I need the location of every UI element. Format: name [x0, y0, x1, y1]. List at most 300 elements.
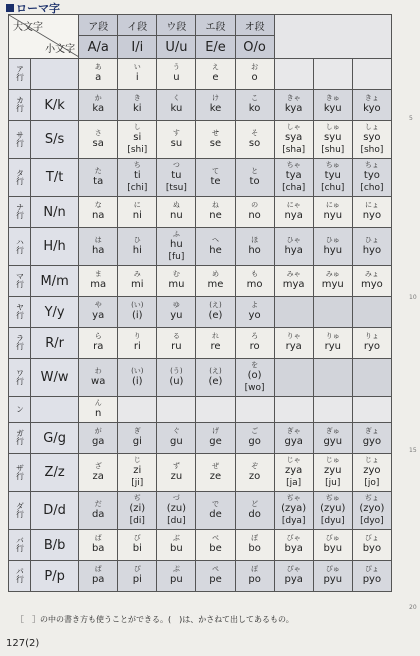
romaji-text: pyu [323, 574, 343, 586]
table-row [9, 328, 392, 359]
alt-romaji-text: [shu] [321, 144, 345, 155]
dan-latin: O/o [235, 36, 274, 59]
kana-text: お [251, 63, 259, 72]
kana-text: ちゅ [325, 161, 340, 170]
kana-cell [157, 297, 196, 328]
kana-text: ん [94, 398, 102, 407]
kana-cell [157, 59, 196, 90]
romaji-text: do [248, 508, 261, 520]
dan-label: エ段 [196, 15, 235, 36]
kana-text: で [211, 499, 219, 508]
kana-text: にゃ [286, 201, 301, 210]
romaji-text: (zi) [129, 503, 146, 514]
kana-cell [79, 297, 118, 328]
alt-romaji-text: [tsu] [165, 182, 187, 193]
kana-cell [235, 423, 274, 454]
gyou-label: ン [9, 397, 31, 423]
kana-text: みゅ [325, 270, 340, 279]
kana-text: な [94, 201, 102, 210]
gyou-label: ダ行 [9, 492, 31, 530]
romaji-text: gyu [323, 436, 343, 448]
romaji-text: ri [133, 341, 141, 353]
romaji-text: syo [363, 132, 381, 143]
alt-romaji-text: [cha] [282, 182, 306, 193]
kana-cell [79, 423, 118, 454]
empty-cell [274, 297, 313, 328]
romaji-text: rya [285, 341, 302, 353]
kana-cell [274, 121, 313, 159]
kana-text: ぺ [211, 565, 219, 574]
romaji-text: za [92, 470, 104, 482]
kana-text: き [133, 94, 141, 103]
alt-romaji-text: [cho] [360, 182, 384, 193]
table-row [9, 530, 392, 561]
table-row [9, 159, 392, 197]
romaji-text: me [207, 279, 224, 291]
romaji-text: sa [92, 137, 104, 149]
kana-cell [235, 59, 274, 90]
kana-text: しょ [364, 123, 379, 132]
romaji-text: da [91, 508, 105, 520]
alt-romaji-text: [dyu] [320, 515, 345, 526]
kana-cell [196, 59, 235, 90]
kana-cell [118, 561, 157, 592]
kana-cell [196, 90, 235, 121]
title-square-icon [6, 4, 14, 12]
kana-text: ぴゅ [325, 565, 340, 574]
romaji-text: ho [248, 244, 261, 256]
romaji-text: no [248, 210, 261, 222]
table-row [9, 423, 392, 454]
romaji-text: se [209, 137, 222, 149]
gyou-label: ザ行 [9, 454, 31, 492]
romaji-text: de [209, 508, 222, 520]
romaji-text: myu [321, 279, 344, 291]
kana-text: (い) [131, 301, 144, 310]
consonant-label: Y/y [31, 297, 79, 328]
kana-text: ぎ [133, 427, 141, 436]
romaji-text: mi [131, 279, 144, 291]
kana-text: (う) [170, 366, 183, 375]
alt-romaji-text: [di] [129, 515, 145, 526]
kana-text: ぽ [251, 565, 259, 574]
kana-cell [79, 90, 118, 121]
kana-cell [196, 328, 235, 359]
kana-text: す [172, 128, 180, 137]
kana-text: ひょ [364, 235, 379, 244]
romaji-text: ta [93, 175, 104, 187]
footnote: ［ ］の中の書き方も使うことができる。( )は、かさねて出してあるもの。 [16, 615, 294, 624]
kana-text: ぎゃ [286, 427, 301, 436]
kana-cell [79, 197, 118, 228]
alt-romaji-text: [dyo] [360, 515, 384, 526]
kana-text: ぢゃ [286, 494, 301, 503]
kana-cell [196, 454, 235, 492]
gyou-label: ハ行 [9, 228, 31, 266]
romaji-text: zyo [363, 465, 381, 476]
kana-text: (い) [131, 366, 144, 375]
kana-text: は [94, 235, 102, 244]
kana-text: う [172, 63, 180, 72]
kana-text: ふ [172, 230, 180, 239]
kana-cell [313, 561, 352, 592]
romaji-text: n [95, 407, 102, 419]
kana-text: ひ [133, 235, 141, 244]
kana-cell [196, 561, 235, 592]
kana-cell [118, 90, 157, 121]
kana-cell [196, 159, 235, 197]
header-corner [9, 15, 79, 59]
kana-text: こ [251, 94, 259, 103]
romaji-text: e [212, 72, 219, 84]
kana-cell [352, 121, 391, 159]
table-row [9, 561, 392, 592]
romaji-text: myo [361, 279, 383, 291]
kana-cell [352, 328, 391, 359]
kana-text: ろ [251, 332, 259, 341]
kana-cell [274, 228, 313, 266]
consonant-label [31, 397, 79, 423]
romaji-text: pa [91, 574, 105, 586]
romaji-text: te [210, 175, 221, 187]
alt-romaji-text: [sho] [360, 144, 384, 155]
margin-mark: 15 [409, 447, 417, 454]
kana-cell [235, 159, 274, 197]
title-text: ローマ字 [16, 2, 60, 15]
romaji-text: to [249, 175, 260, 187]
romaji-text: ro [249, 341, 260, 353]
kana-text: びゃ [286, 534, 301, 543]
kana-cell [235, 90, 274, 121]
kana-text: り [133, 332, 141, 341]
kana-cell [118, 159, 157, 197]
kana-cell [274, 197, 313, 228]
kana-text: ぢゅ [325, 494, 340, 503]
kana-cell [79, 454, 118, 492]
romaji-text: bo [248, 543, 261, 555]
kana-text: ぷ [172, 565, 180, 574]
alt-romaji-text: [ji] [131, 477, 144, 488]
kana-cell [235, 266, 274, 297]
kana-cell [313, 90, 352, 121]
kana-text: の [251, 201, 259, 210]
table-row [9, 197, 392, 228]
table-row [9, 397, 392, 423]
alt-romaji-text: [jo] [364, 477, 380, 488]
kana-cell [79, 328, 118, 359]
table-row [9, 266, 392, 297]
kana-text: ひゃ [286, 235, 301, 244]
kana-text: げ [211, 427, 219, 436]
kana-cell [352, 561, 391, 592]
empty-cell [196, 397, 235, 423]
consonant-label: M/m [31, 266, 79, 297]
kana-cell [118, 530, 157, 561]
kana-text: や [94, 301, 102, 310]
kana-cell [79, 492, 118, 530]
romaji-text: (u) [169, 375, 184, 387]
romaji-text: ko [248, 103, 261, 115]
romaji-text: (e) [208, 375, 223, 387]
kana-text: ぞ [251, 461, 259, 470]
empty-cell [313, 359, 352, 397]
kana-text: ぐ [172, 427, 180, 436]
kana-cell [157, 530, 196, 561]
romaji-text: tu [171, 170, 182, 181]
kana-text: ご [251, 427, 259, 436]
dan-latin: A/a [79, 36, 118, 59]
romaji-text: ra [93, 341, 104, 353]
gyou-label: マ行 [9, 266, 31, 297]
consonant-label: G/g [31, 423, 79, 454]
kana-text: じゃ [286, 456, 301, 465]
kana-cell [79, 530, 118, 561]
kana-text: ば [94, 534, 102, 543]
kana-text: ゆ [172, 301, 180, 310]
kana-cell [118, 492, 157, 530]
kana-text: ちゃ [286, 161, 301, 170]
kana-text: じょ [364, 456, 379, 465]
alt-romaji-text: [chu] [321, 182, 345, 193]
gyou-label: バ行 [9, 530, 31, 561]
dan-label: ア段 [79, 15, 118, 36]
kana-cell [352, 228, 391, 266]
kana-cell [196, 197, 235, 228]
table-row [9, 492, 392, 530]
romaji-text: (o) [247, 370, 262, 381]
consonant-label: W/w [31, 359, 79, 397]
kana-cell [157, 492, 196, 530]
kana-cell [196, 121, 235, 159]
kana-cell [235, 328, 274, 359]
table-row [9, 359, 392, 397]
kana-text: さ [94, 128, 102, 137]
romaji-table [8, 14, 392, 592]
alt-romaji-text: [sha] [282, 144, 306, 155]
margin-mark: 10 [409, 294, 417, 301]
kana-cell [79, 359, 118, 397]
header-blank [274, 15, 391, 59]
margin-mark: 5 [409, 115, 413, 122]
kana-text: じゅ [325, 456, 340, 465]
kana-text: い [133, 63, 141, 72]
romaji-text: mo [246, 279, 263, 291]
kana-cell [235, 492, 274, 530]
kana-cell [352, 159, 391, 197]
romaji-text: mu [168, 279, 185, 291]
kana-cell [118, 228, 157, 266]
kana-text: け [211, 94, 219, 103]
consonant-label: B/b [31, 530, 79, 561]
kana-text: ちょ [364, 161, 379, 170]
kana-cell [235, 197, 274, 228]
romaji-text: tyu [324, 170, 341, 181]
romaji-text: syu [324, 132, 342, 143]
consonant-label: N/n [31, 197, 79, 228]
kana-cell [157, 561, 196, 592]
romaji-text: na [91, 210, 105, 222]
romaji-text: go [248, 436, 261, 448]
romaji-text: byo [362, 543, 382, 555]
kana-cell [274, 328, 313, 359]
empty-cell [313, 59, 352, 90]
kana-cell [196, 530, 235, 561]
kana-cell [118, 297, 157, 328]
romaji-text: bu [170, 543, 183, 555]
kana-cell [79, 397, 118, 423]
kana-cell [313, 454, 352, 492]
gyou-label: パ行 [9, 561, 31, 592]
kana-text: そ [251, 128, 259, 137]
kana-cell [352, 454, 391, 492]
kana-text: ぶ [172, 534, 180, 543]
kana-text: みょ [364, 270, 379, 279]
empty-cell [274, 359, 313, 397]
romaji-text: ke [209, 103, 222, 115]
kana-text: にょ [364, 201, 379, 210]
kana-cell [196, 492, 235, 530]
romaji-text: nyu [323, 210, 343, 222]
consonant-label: H/h [31, 228, 79, 266]
kana-text: にゅ [325, 201, 340, 210]
gyou-label: タ行 [9, 159, 31, 197]
kana-cell [274, 561, 313, 592]
kana-cell [352, 197, 391, 228]
kana-text: が [94, 427, 102, 436]
romaji-text: re [210, 341, 221, 353]
empty-cell [235, 397, 274, 423]
romaji-text: po [248, 574, 261, 586]
kana-cell [274, 492, 313, 530]
table-row [9, 59, 392, 90]
kana-text: せ [211, 128, 219, 137]
kana-text: つ [172, 161, 180, 170]
empty-cell [313, 397, 352, 423]
kana-text: べ [211, 534, 219, 543]
table-row [9, 121, 392, 159]
romaji-text: pyo [362, 574, 382, 586]
consonant-label: R/r [31, 328, 79, 359]
alt-romaji-text: [ju] [325, 477, 341, 488]
romaji-text: kya [284, 103, 303, 115]
kana-text: ぴゃ [286, 565, 301, 574]
kana-text: ぢょ [364, 494, 379, 503]
romaji-text: byu [323, 543, 343, 555]
consonant-label: K/k [31, 90, 79, 121]
kana-cell [157, 328, 196, 359]
romaji-text: ha [91, 244, 105, 256]
gyou-label: サ行 [9, 121, 31, 159]
kana-cell [352, 492, 391, 530]
romaji-text: nyo [362, 210, 382, 222]
romaji-text: pya [284, 574, 303, 586]
kana-cell [235, 297, 274, 328]
kana-text: れ [211, 332, 219, 341]
kana-cell [235, 359, 274, 397]
kana-text: る [172, 332, 180, 341]
romaji-text: mya [282, 279, 305, 291]
kana-text: か [94, 94, 102, 103]
kana-cell [79, 121, 118, 159]
romaji-text: he [209, 244, 222, 256]
kana-text: あ [94, 63, 102, 72]
empty-cell [352, 397, 391, 423]
romaji-text: tyo [363, 170, 380, 181]
kana-cell [274, 530, 313, 561]
kana-cell [157, 159, 196, 197]
empty-cell [313, 297, 352, 328]
kana-cell [196, 359, 235, 397]
romaji-text: gya [284, 436, 303, 448]
kana-text: に [133, 201, 141, 210]
romaji-text: zu [170, 470, 183, 482]
kana-text: びゅ [325, 534, 340, 543]
romaji-text: hyo [362, 244, 382, 256]
header-lower-label: 小文字 [45, 44, 76, 55]
gyou-label: ラ行 [9, 328, 31, 359]
kana-text: しゃ [286, 123, 301, 132]
romaji-text: ti [133, 170, 141, 181]
kana-cell [79, 59, 118, 90]
consonant-label: T/t [31, 159, 79, 197]
kana-text: ぴょ [364, 565, 379, 574]
kana-text: ぬ [172, 201, 180, 210]
romaji-text: hyu [323, 244, 343, 256]
alt-romaji-text: [fu] [168, 251, 185, 262]
kana-cell [313, 228, 352, 266]
kana-cell [157, 423, 196, 454]
kana-text: ら [94, 332, 102, 341]
kana-text: む [172, 270, 180, 279]
kana-cell [313, 328, 352, 359]
romaji-text: gi [132, 436, 142, 448]
kana-text: ど [251, 499, 259, 508]
romaji-text: hu [170, 239, 183, 250]
kana-text: りょ [364, 332, 379, 341]
kana-text: ほ [251, 235, 259, 244]
gyou-label: ア行 [9, 59, 31, 90]
romaji-text: bya [284, 543, 303, 555]
gyou-label: ガ行 [9, 423, 31, 454]
kana-cell [118, 59, 157, 90]
romaji-text: wa [91, 375, 106, 387]
kana-cell [157, 266, 196, 297]
alt-romaji-text: [shi] [127, 144, 148, 155]
romaji-text: ya [92, 310, 105, 322]
kana-text: ぎょ [364, 427, 379, 436]
kana-text: ぴ [133, 565, 141, 574]
consonant-label: P/p [31, 561, 79, 592]
romaji-text: pu [170, 574, 183, 586]
kana-text: きゅ [325, 94, 340, 103]
romaji-text: ryo [363, 341, 380, 353]
kana-text: ぎゅ [325, 427, 340, 436]
kana-text: (え) [209, 301, 222, 310]
kana-cell [313, 121, 352, 159]
dan-latin: E/e [196, 36, 235, 59]
romaji-text: ku [170, 103, 183, 115]
kana-text: を [251, 361, 259, 370]
table-row [9, 228, 392, 266]
kana-cell [352, 530, 391, 561]
romaji-text: ryu [324, 341, 341, 353]
margin-mark: 20 [409, 604, 417, 611]
kana-cell [196, 266, 235, 297]
romaji-text: gyo [362, 436, 382, 448]
romaji-text: kyo [363, 103, 381, 115]
romaji-text: (i) [132, 310, 143, 322]
empty-cell [352, 297, 391, 328]
